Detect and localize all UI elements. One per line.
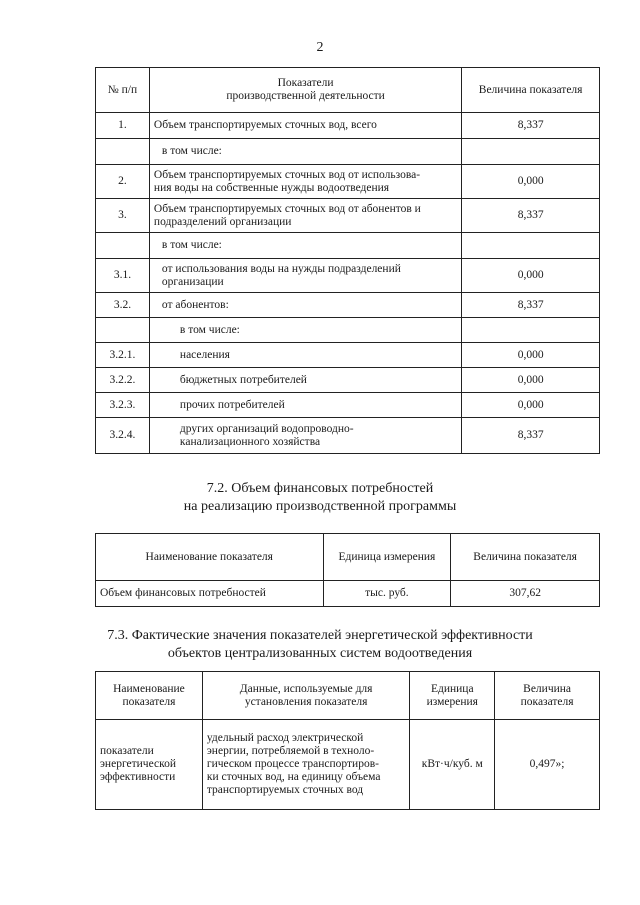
row-name: Объем транспортируемых сточных вод от использова- ния воды на собственные нужды водоотведения <box>149 165 461 199</box>
row-num: 3.2.3. <box>96 393 150 418</box>
row-value: 0,000 <box>462 368 600 393</box>
table-row <box>96 233 600 259</box>
row-num: 3.2.1. <box>96 343 150 368</box>
table-row <box>96 581 600 607</box>
row-name: от абонентов: <box>149 293 461 318</box>
table-row <box>96 418 600 454</box>
col-header-value: Величина показателя <box>462 68 600 113</box>
row-num: 3.1. <box>96 259 150 293</box>
row-value: 0,000 <box>462 165 600 199</box>
row-data: удельный расход электрической энергии, потребляемой в техноло- гическом процессе транспортиров- ки сточных вод, на единицу объема транспортируемых сточных вод <box>202 720 409 810</box>
row-value <box>462 139 600 165</box>
financial-needs-table <box>95 533 600 607</box>
row-value: 8,337 <box>462 199 600 233</box>
table-row <box>96 368 600 393</box>
table-row <box>96 343 600 368</box>
table-row <box>96 293 600 318</box>
col-header-name: Показатели производственной деятельности <box>149 68 461 113</box>
col-header-value: Величина показателя <box>495 672 600 720</box>
table-row <box>96 318 600 343</box>
table-row <box>96 165 600 199</box>
row-value <box>462 318 600 343</box>
section-72-title <box>0 480 640 516</box>
table-row <box>96 393 600 418</box>
section-73-title <box>0 627 640 663</box>
col-header-unit: Единица измерения <box>323 534 451 581</box>
section-72-title-line1: 7.2. Объем финансовых потребностей <box>206 481 434 496</box>
row-value: 307,62 <box>451 581 600 607</box>
table-header-row <box>96 672 600 720</box>
col-header-num: № п/п <box>96 68 150 113</box>
row-value <box>462 233 600 259</box>
row-name: прочих потребителей <box>149 393 461 418</box>
row-value: 0,000 <box>462 259 600 293</box>
row-unit: кВт·ч/куб. м <box>410 720 495 810</box>
table-row <box>96 720 600 810</box>
section-73-title-line2: объектов централизованных систем водоотведения <box>167 646 473 661</box>
section-73-title-line1: 7.3. Фактические значения показателей энергетической эффективности <box>107 628 533 643</box>
row-value: 0,497»; <box>495 720 600 810</box>
col-header-data: Данные, используемые для установления показателя <box>202 672 409 720</box>
row-name: Объем транспортируемых сточных вод от абонентов и подразделений организации <box>149 199 461 233</box>
row-name: бюджетных потребителей <box>149 368 461 393</box>
table-row <box>96 139 600 165</box>
row-num: 1. <box>96 113 150 139</box>
table-row <box>96 113 600 139</box>
row-name: в том числе: <box>149 233 461 259</box>
table-header-row <box>96 534 600 581</box>
row-num: 3.2.4. <box>96 418 150 454</box>
row-name: Объем финансовых потребностей <box>96 581 324 607</box>
page-number: 2 <box>316 40 324 55</box>
row-name: населения <box>149 343 461 368</box>
section-72-title-line2: на реализацию производственной программы <box>183 499 457 514</box>
col-header-name: Наименование показателя <box>96 672 203 720</box>
row-value: 8,337 <box>462 113 600 139</box>
row-name: других организаций водопроводно- канализационного хозяйства <box>149 418 461 454</box>
row-name: от использования воды на нужды подразделений организации <box>149 259 461 293</box>
table-header-row <box>96 68 600 113</box>
row-name: показатели энергетической эффективности <box>96 720 203 810</box>
row-value: 8,337 <box>462 293 600 318</box>
row-value: 0,000 <box>462 343 600 368</box>
row-num <box>96 233 150 259</box>
row-num <box>96 318 150 343</box>
row-num: 2. <box>96 165 150 199</box>
col-header-value: Величина показателя <box>451 534 600 581</box>
table-row <box>96 259 600 293</box>
row-name: Объем транспортируемых сточных вод, всего <box>149 113 461 139</box>
energy-efficiency-table <box>95 671 600 810</box>
row-num: 3. <box>96 199 150 233</box>
row-num: 3.2.2. <box>96 368 150 393</box>
col-header-unit: Единица измерения <box>410 672 495 720</box>
row-value: 0,000 <box>462 393 600 418</box>
row-value: 8,337 <box>462 418 600 454</box>
table-row <box>96 199 600 233</box>
row-name: в том числе: <box>149 139 461 165</box>
col-header-name: Наименование показателя <box>96 534 324 581</box>
production-indicators-table <box>95 67 600 454</box>
row-num <box>96 139 150 165</box>
row-unit: тыс. руб. <box>323 581 451 607</box>
row-name: в том числе: <box>149 318 461 343</box>
row-num: 3.2. <box>96 293 150 318</box>
